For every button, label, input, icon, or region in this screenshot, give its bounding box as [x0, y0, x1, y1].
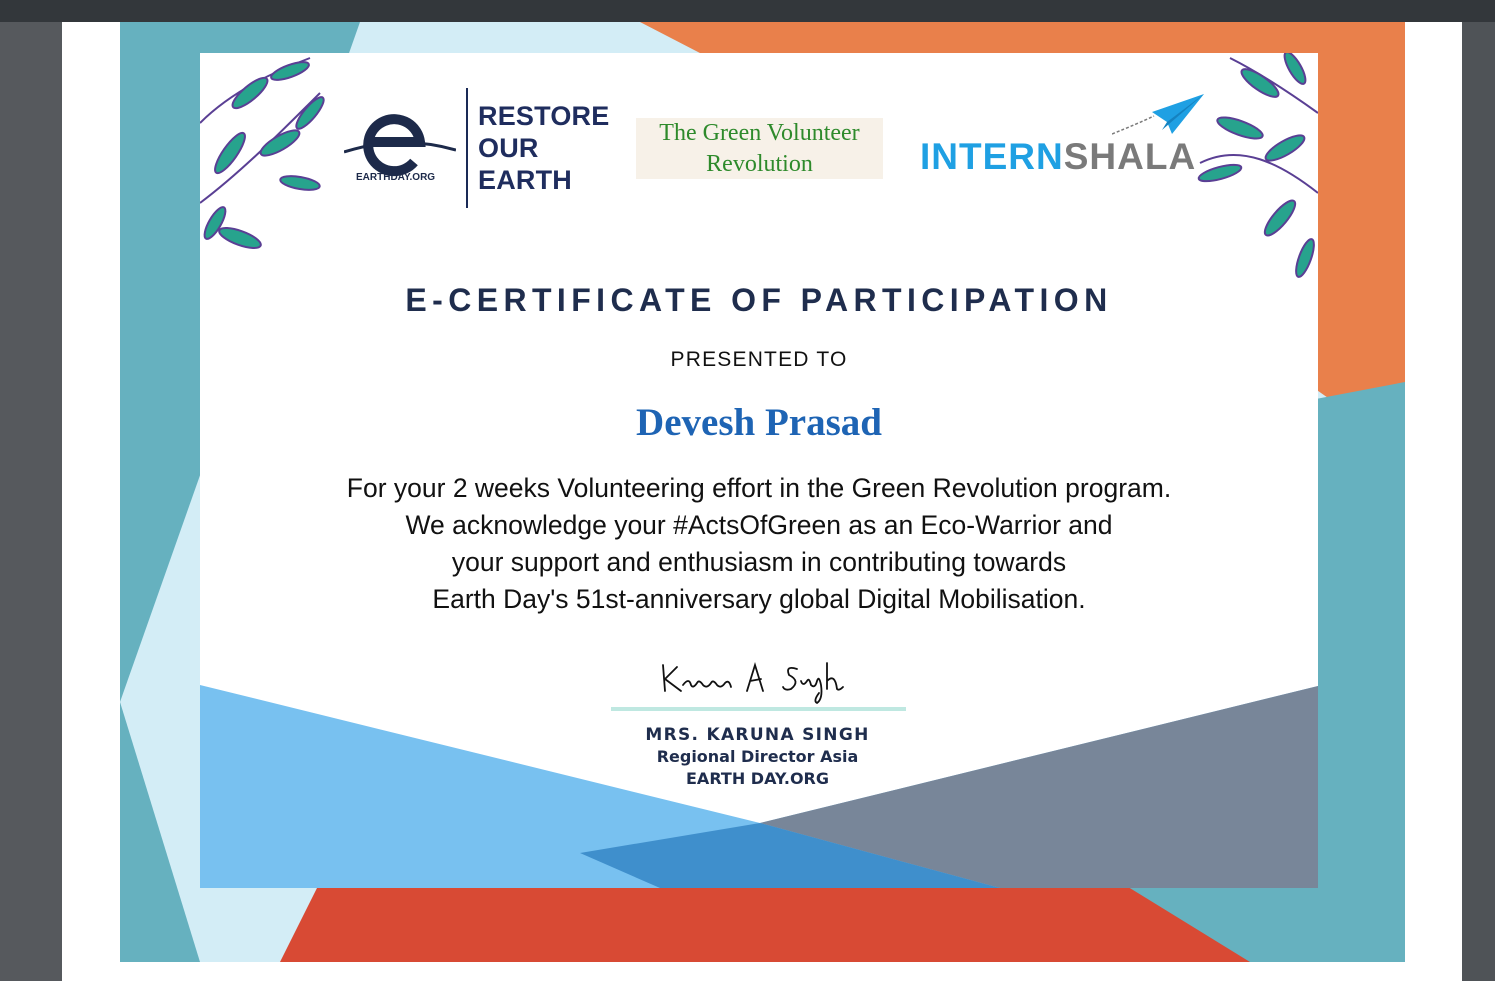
- paper-plane-icon: [1112, 94, 1204, 136]
- body-line: For your 2 weeks Volunteering effort in the Green Revolution program.: [346, 473, 1172, 503]
- leaves-top-left: [200, 58, 327, 252]
- signatory-org: EARTH DAY.ORG: [686, 769, 829, 788]
- signatory-role: Regional Director Asia: [656, 747, 859, 766]
- signatory-name: MRS. KARUNA SINGH: [645, 725, 870, 745]
- signature-line: [611, 707, 906, 711]
- viewer-scrollbar-track[interactable]: [1462, 22, 1495, 981]
- green-volunteer-logo: [636, 118, 883, 180]
- certificate-body: [200, 470, 1318, 618]
- green-volunteer-line: The Green Volunteer: [659, 120, 860, 146]
- internshala-logo: [920, 136, 1196, 178]
- signatory-block: [560, 724, 955, 790]
- body-line: Earth Day's 51st-anniversary global Digital Mobilisation.: [432, 584, 1086, 614]
- logo-divider: [466, 88, 468, 208]
- restore-our-earth-logo: [478, 100, 609, 196]
- body-line: We acknowledge your #ActsOfGreen as an Eco-Warrior and: [405, 510, 1113, 540]
- handwritten-signature-icon: [655, 655, 855, 707]
- certificate-title: E-CERTIFICATE OF PARTICIPATION: [405, 282, 1113, 318]
- internshala-part1: INTERN: [920, 136, 1064, 177]
- body-line: your support and enthusiasm in contributing towards: [451, 547, 1067, 577]
- green-volunteer-line: Revolution: [706, 151, 813, 177]
- leaves-top-right: [1197, 53, 1318, 279]
- internshala-part2: SHALA: [1063, 136, 1197, 177]
- earthday-label: EARTHDAY.ORG: [356, 172, 436, 183]
- presented-to-label: PRESENTED TO: [670, 348, 848, 371]
- viewer-background-left: [0, 22, 62, 981]
- restore-line: RESTORE: [478, 101, 610, 131]
- restore-line: EARTH: [478, 165, 572, 195]
- restore-line: OUR: [478, 133, 539, 163]
- viewer-toolbar: [0, 0, 1495, 22]
- recipient-name: Devesh Prasad: [636, 401, 882, 444]
